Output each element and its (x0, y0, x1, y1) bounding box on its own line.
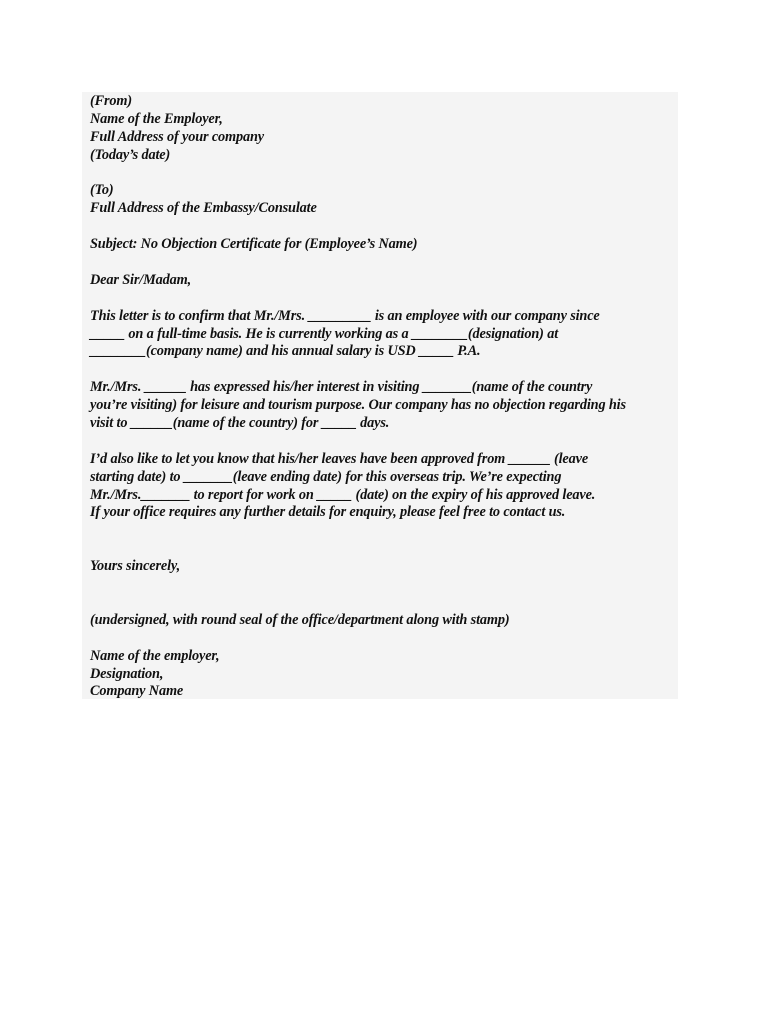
paragraph-line: This letter is to confirm that Mr./Mrs. _________ is an employee with our company since (90, 307, 600, 324)
paragraph-travel (90, 379, 680, 433)
paragraph-line: I’d also like to let you know that his/her leaves have been approved from ______ (leave (90, 450, 589, 467)
to-block (90, 182, 680, 218)
paragraph-leave (90, 451, 680, 523)
company-address: Full Address of your company (90, 128, 264, 145)
spacer (90, 433, 680, 451)
spacer (90, 630, 680, 648)
spacer (90, 254, 680, 272)
signatory-designation: Designation, (90, 665, 164, 682)
paragraph-line: If your office requires any further details for enquiry, please feel free to contact us. (90, 504, 566, 521)
spacer (90, 361, 680, 379)
signature-note: (undersigned, with round seal of the office/department along with stamp) (90, 611, 510, 628)
signatory-name: Name of the employer, (90, 647, 220, 664)
salutation: Dear Sir/Madam, (90, 271, 192, 288)
embassy-address: Full Address of the Embassy/Consulate (90, 200, 317, 217)
from-label: (From) (90, 93, 132, 109)
paragraph-line: ________(company name) and his annual salary is USD _____ P.A. (90, 343, 481, 360)
paragraph-line: you’re visiting) for leisure and tourism purpose. Our company has no objection regarding his (90, 397, 626, 414)
paragraph-line: Mr./Mrs._______ to report for work on _____ (date) on the expiry of his approved leave. (90, 486, 596, 503)
letter-text (90, 93, 680, 701)
spacer (90, 290, 680, 308)
paragraph-line: _____ on a full-time basis. He is currently working as a ________(designation) at (90, 325, 559, 342)
spacer (90, 522, 680, 558)
paragraph-line: starting date) to _______(leave ending date) for this overseas trip. We’re expecting (90, 468, 562, 485)
closing: Yours sincerely, (90, 558, 180, 575)
letter-date: (Today’s date) (90, 146, 171, 163)
paragraph-line: visit to ______(name of the country) for _____ days. (90, 415, 390, 432)
paragraph-line: Mr./Mrs. ______ has expressed his/her interest in visiting _______(name of the country (90, 379, 593, 396)
spacer (90, 218, 680, 236)
letter-body (82, 92, 678, 699)
to-label: (To) (90, 182, 114, 199)
signature-block (90, 648, 680, 702)
from-block (90, 93, 680, 165)
signatory-company: Company Name (90, 683, 184, 700)
employer-name: Name of the Employer, (90, 110, 223, 127)
subject-line: Subject: No Objection Certificate for (Employee’s Name) (90, 236, 418, 253)
spacer (90, 165, 680, 183)
paragraph-employment (90, 308, 680, 362)
spacer (90, 576, 680, 612)
